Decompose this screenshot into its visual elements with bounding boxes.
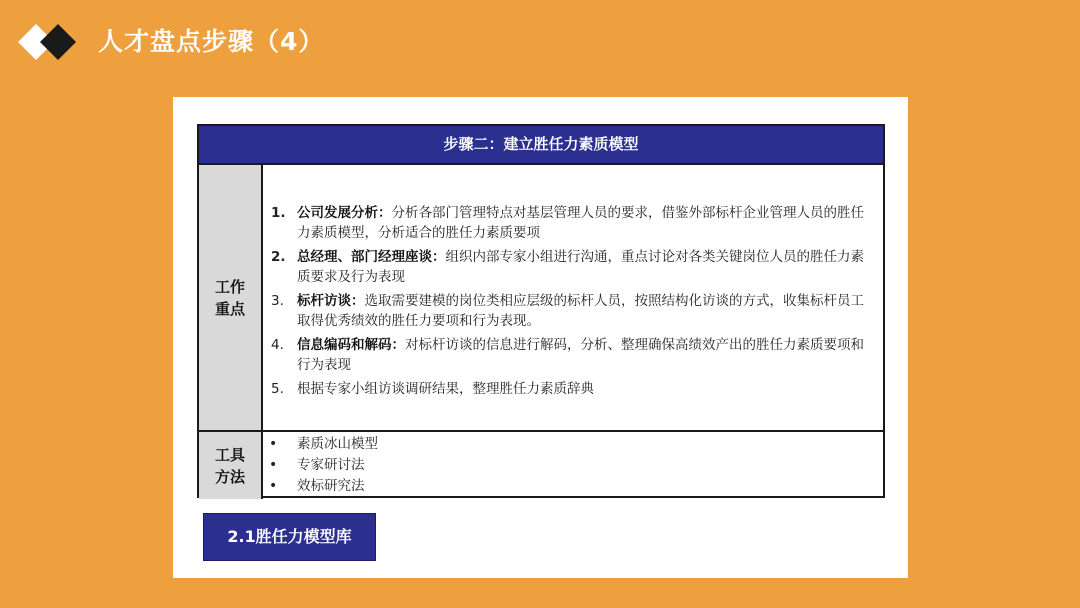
page-title: 人才盘点步骤（4） (98, 27, 325, 56)
bullet-icon: • (269, 478, 278, 494)
work-focus-list (263, 165, 883, 399)
table-title: 步骤二：建立胜任力素质模型 (199, 126, 883, 165)
competency-model-library-button[interactable]: 2.1胜任力模型库 (203, 513, 376, 561)
tools-methods-label: 工具方法 (199, 432, 263, 499)
work-focus-row (199, 165, 883, 432)
list-item: 3. 标杆访谈：选取需要建模的岗位类相应层级的标杆人员，按照结构化访谈的方式，收集标杆员工取得优秀绩效的胜任力要项和行为表现。 (271, 293, 864, 329)
list-item: 2. 总经理、部门经理座谈：组织内部专家小组进行沟通，重点讨论对各类关键岗位人员的胜任力素质要求及行为表现 (271, 249, 864, 285)
list-item: • 素质冰山模型 (269, 434, 873, 455)
bullet-icon: • (269, 436, 278, 452)
tools-methods-row (199, 432, 883, 499)
list-item: 5. 根据专家小组访谈调研结果，整理胜任力素质辞典 (271, 381, 594, 397)
tools-methods-list (263, 432, 883, 497)
list-item: • 效标研究法 (269, 476, 873, 497)
diamond-logo-icon (14, 20, 80, 64)
step-table (197, 124, 885, 498)
work-focus-label: 工作重点 (199, 165, 263, 430)
content-card (173, 97, 908, 578)
bullet-icon: • (269, 457, 278, 473)
list-item: • 专家研讨法 (269, 455, 873, 476)
list-item: 4. 信息编码和解码：对标杆访谈的信息进行解码，分析、整理确保高绩效产出的胜任力素质要项和行为表现 (271, 337, 864, 373)
list-item: 1. 公司发展分析：分析各部门管理特点对基层管理人员的要求，借鉴外部标杆企业管理人员的胜任力素质模型，分析适合的胜任力素质要项 (271, 205, 864, 241)
